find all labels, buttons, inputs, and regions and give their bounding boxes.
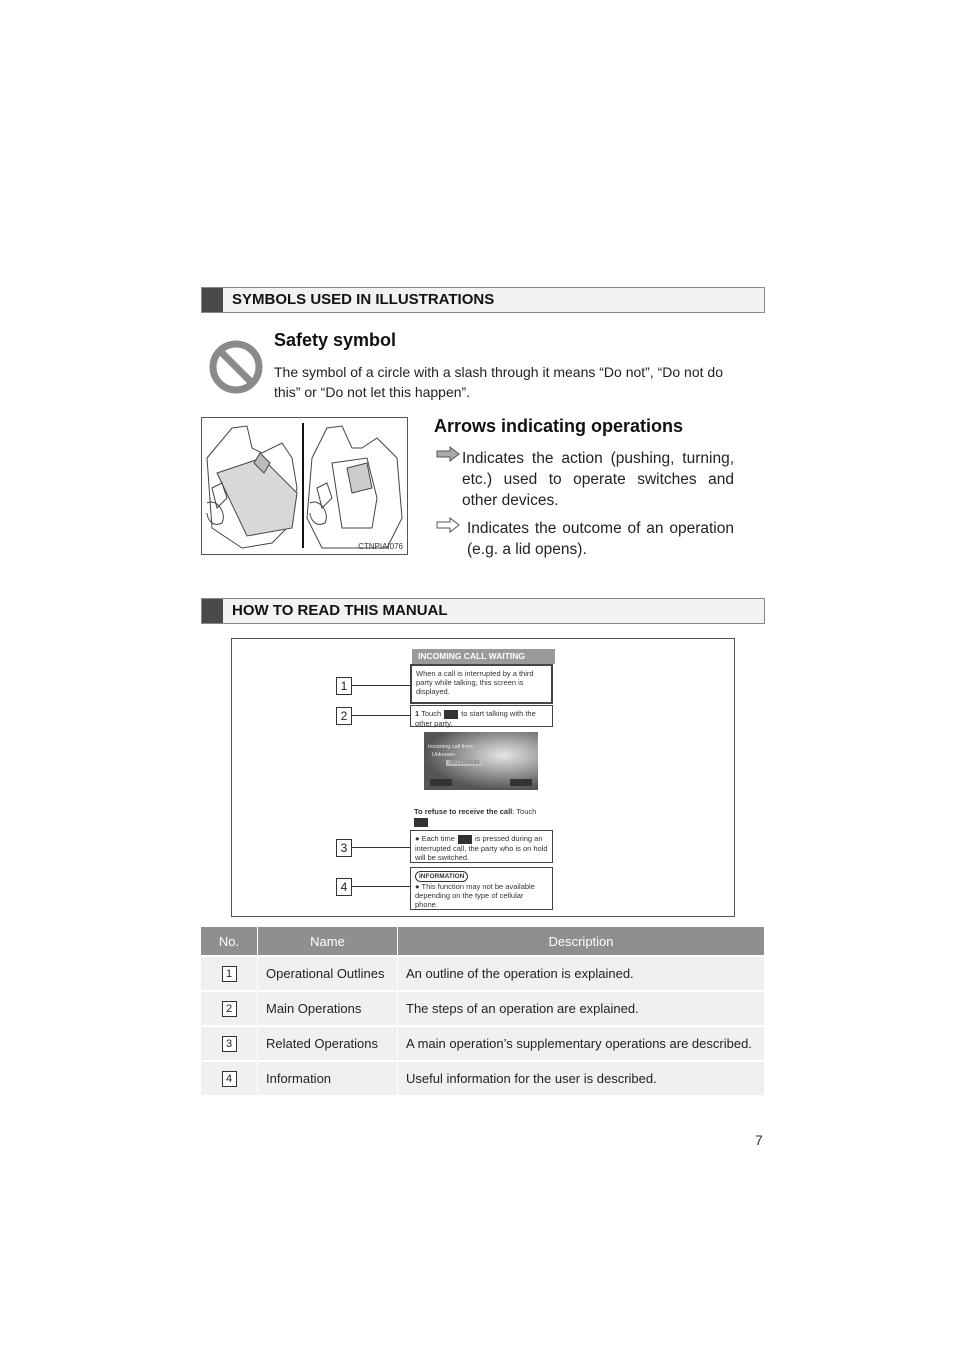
row-description: A main operation’s supplementary operations are described. — [398, 1026, 765, 1061]
label-4: 4 — [336, 878, 352, 896]
screen-accept-button — [430, 779, 452, 786]
label-3: 3 — [336, 839, 352, 857]
table-row — [201, 1026, 764, 1061]
action-arrow-text: Indicates the action (pushing, turning, etc.) used to operate switches and other devices. — [462, 450, 734, 509]
row-number-box: 3 — [222, 1036, 237, 1052]
action-arrow-icon — [436, 446, 460, 462]
manual-parts-table — [201, 927, 764, 1095]
prohibition-icon — [208, 339, 264, 395]
table-row — [201, 991, 764, 1026]
info-badge: INFORMATION — [415, 871, 468, 882]
section-header-tab — [202, 288, 223, 312]
sample-page-frame — [231, 638, 735, 917]
leader-1 — [352, 685, 410, 686]
outcome-arrow-icon — [436, 517, 460, 533]
table-row — [201, 1061, 764, 1095]
label-1: 1 — [336, 677, 352, 695]
screen-line2: Unknown — [432, 752, 455, 758]
phone-reject-icon — [414, 818, 428, 827]
page-number: 7 — [755, 1132, 763, 1148]
row-description: An outline of the operation is explained. — [398, 956, 765, 991]
sample-step-post: to start talking with the other party. — [415, 709, 536, 728]
refuse-bold: To refuse to receive the call — [414, 807, 513, 816]
row-number-box: 1 — [222, 966, 237, 982]
sample-step-pre: Touch — [421, 709, 442, 718]
col-header-description: Description — [398, 927, 765, 956]
leader-2 — [352, 715, 410, 716]
sample-related-box: ● Each time is pressed during an interrupted call, the party who is on hold will be switched. — [410, 830, 553, 863]
sample-step-box — [410, 705, 553, 727]
refuse-rest: : Touch — [512, 807, 537, 816]
sample-info-box: INFORMATION ● This function may not be available depending on the type of cellular phone. — [410, 867, 553, 910]
arrows-heading: Arrows indicating operations — [434, 416, 684, 436]
info-text: This function may not be available depending on the type of cellular phone. — [415, 882, 535, 909]
phone-icon — [444, 710, 458, 719]
section-header-tab — [202, 599, 223, 623]
sample-screen — [424, 732, 538, 790]
row-description: Useful information for the user is described. — [398, 1061, 765, 1095]
section-title: SYMBOLS USED IN ILLUSTRATIONS — [232, 291, 495, 308]
sample-outline-text: When a call is interrupted by a third party while talking, this screen is displayed. — [416, 669, 534, 696]
screen-line1: Incoming call from: — [428, 744, 475, 750]
row-number-box: 2 — [222, 1001, 237, 1017]
operation-illustration — [201, 417, 408, 555]
row-name: Related Operations — [258, 1026, 398, 1061]
related-pre: Each time — [421, 834, 455, 843]
related-post: is pressed during an interrupted call, the party who is on hold will be switched. — [415, 834, 548, 862]
sample-step-num: 1 — [415, 709, 420, 718]
section-header-symbols — [201, 287, 765, 313]
sample-header: INCOMING CALL WAITING — [412, 649, 555, 664]
col-header-name: Name — [258, 927, 398, 956]
label-2: 2 — [336, 707, 352, 725]
sample-outline-box — [410, 664, 553, 704]
row-name: Operational Outlines — [258, 956, 398, 991]
screen-line3: 0803080690 — [446, 760, 483, 766]
screen-reject-button — [510, 779, 532, 786]
col-header-no: No. — [201, 927, 258, 956]
section-header-how-to-read — [201, 598, 765, 624]
phone-icon — [458, 835, 472, 844]
safety-text: The symbol of a circle with a slash through it means “Do not”, “Do not do this” or “Do not let this happen”. — [274, 364, 723, 400]
row-name: Main Operations — [258, 991, 398, 1026]
figure-code: CTNPIAI076 — [358, 542, 403, 551]
leader-4 — [352, 886, 410, 887]
sample-refuse-line — [414, 807, 554, 816]
leader-3 — [352, 847, 410, 848]
row-name: Information — [258, 1061, 398, 1095]
row-number-box: 4 — [222, 1071, 237, 1087]
safety-heading: Safety symbol — [274, 330, 397, 350]
outcome-arrow-text: Indicates the outcome of an operation (e.g. a lid opens). — [467, 520, 734, 558]
row-description: The steps of an operation are explained. — [398, 991, 765, 1026]
table-row — [201, 956, 764, 991]
section-title: HOW TO READ THIS MANUAL — [232, 602, 448, 619]
